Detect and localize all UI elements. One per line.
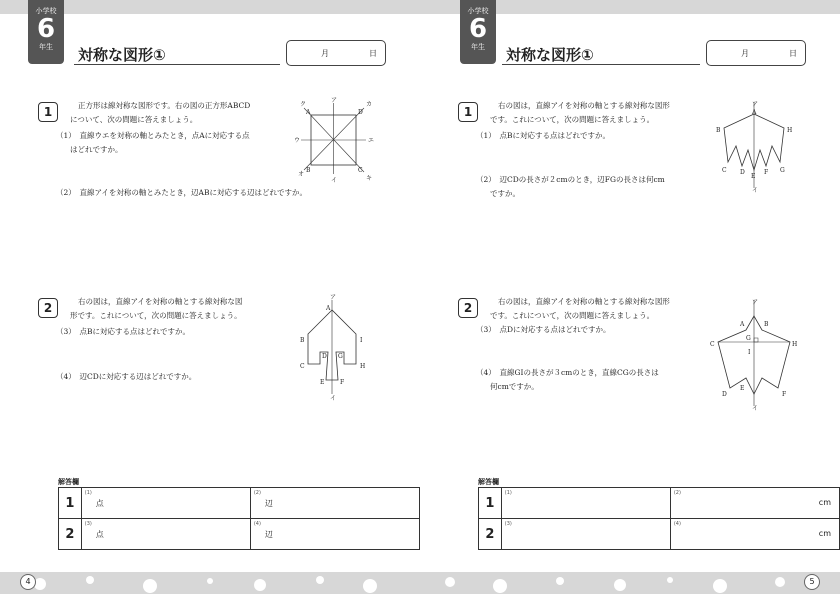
bubble-pattern xyxy=(420,572,840,594)
cell-unit: cm xyxy=(818,498,831,507)
label-o: オ xyxy=(298,171,305,178)
q1-part2-line1: （2） 辺CDの長さが２cmのとき，辺FGの長さは何cm xyxy=(476,175,665,184)
crown-figure-diagram xyxy=(714,100,804,192)
label-i: イ xyxy=(330,395,337,402)
answer-cell-1[interactable] xyxy=(501,488,670,519)
q2-intro-line2: 形です。これについて，次の問題に答えましょう。 xyxy=(70,311,242,320)
answer-cell-4[interactable] xyxy=(250,519,419,550)
cell-unit: cm xyxy=(818,529,831,538)
label-D: D xyxy=(358,109,363,116)
label-F: F xyxy=(782,391,787,398)
answer-row xyxy=(479,519,840,550)
label-I: I xyxy=(360,337,363,344)
label-F: F xyxy=(340,379,345,386)
answer-cell-2[interactable] xyxy=(670,488,839,519)
q2-part4: （4） 辺CDに対応する辺はどれですか。 xyxy=(56,372,197,381)
date-box xyxy=(706,40,806,66)
label-G: G xyxy=(780,167,785,174)
label-a: ア xyxy=(752,299,759,306)
bottom-band xyxy=(420,572,840,594)
q1-intro-line2: です。これについて，次の問題に答えましょう。 xyxy=(490,115,655,124)
label-C: C xyxy=(358,167,363,174)
grade-badge xyxy=(28,0,64,64)
answer-row-number: 2 xyxy=(59,519,82,550)
house-figure-diagram xyxy=(710,296,810,412)
q2-part4-line2: 何cmですか。 xyxy=(490,382,539,391)
label-i: イ xyxy=(331,177,338,184)
question-number-2: 2 xyxy=(458,298,478,318)
label-C: C xyxy=(300,363,305,370)
q1-intro-line1: 正方形は線対称な図形です。右の図の正方形ABCD xyxy=(78,101,251,110)
cell-unit: 辺 xyxy=(264,530,273,539)
cell-unit: 辺 xyxy=(264,499,273,508)
label-G: G xyxy=(338,353,343,360)
answer-cell-3[interactable] xyxy=(81,519,250,550)
arrow-figure-diagram xyxy=(296,294,376,402)
title-underline xyxy=(74,64,280,65)
q2-intro-line2: です。これについて，次の問題に答えましょう。 xyxy=(490,311,655,320)
label-i: イ xyxy=(752,187,759,194)
grade-year-label: 年生 xyxy=(39,43,53,51)
label-B: B xyxy=(764,321,769,328)
label-u: ウ xyxy=(294,137,301,144)
label-a: ア xyxy=(331,97,338,104)
right-page xyxy=(420,0,840,594)
label-E: E xyxy=(751,173,756,180)
page-title: 対称な図形① xyxy=(78,46,166,64)
label-H: H xyxy=(792,341,798,348)
question-number-1: 1 xyxy=(38,102,58,122)
label-E: E xyxy=(740,385,745,392)
label-B: B xyxy=(300,337,305,344)
question-number-2: 2 xyxy=(38,298,58,318)
bubble-pattern xyxy=(0,572,420,594)
cell-unit: 点 xyxy=(95,499,104,508)
q2-intro-line1: 右の図は，直線アイを対称の軸とする線対称な図形 xyxy=(498,297,670,306)
cell-index: (4) xyxy=(673,521,681,527)
q1-part2: （2） 直線アイを対称の軸とみたとき，辺ABに対応する辺はどれですか。 xyxy=(56,188,307,197)
q2-part3: （3） 点Dに対応する点はどれですか。 xyxy=(476,325,611,334)
answer-label: 解答欄 xyxy=(58,478,79,486)
label-H: H xyxy=(360,363,366,370)
grade-school-label: 小学校 xyxy=(35,7,57,15)
label-H: H xyxy=(787,127,793,134)
label-ku: ク xyxy=(300,101,307,108)
label-B: B xyxy=(306,167,311,174)
cell-index: (2) xyxy=(253,490,261,496)
answer-row-number: 1 xyxy=(59,488,82,519)
label-B: B xyxy=(716,127,721,134)
cell-unit: 点 xyxy=(95,530,104,539)
q2-part3: （3） 点Bに対応する点はどれですか。 xyxy=(56,327,191,336)
square-diagram xyxy=(294,97,376,184)
day-label: 日 xyxy=(789,49,797,58)
page-title: 対称な図形① xyxy=(506,46,594,64)
label-A: A xyxy=(306,109,311,116)
label-I: I xyxy=(748,349,751,356)
label-e: エ xyxy=(368,137,375,144)
q1-intro-line1: 右の図は，直線アイを対称の軸とする線対称な図形 xyxy=(498,101,670,110)
label-A: A xyxy=(752,109,757,116)
label-D: D xyxy=(740,169,745,176)
label-i: イ xyxy=(752,405,759,412)
label-C: C xyxy=(710,341,715,348)
answer-cell-2[interactable] xyxy=(250,488,419,519)
grade-school-label: 小学校 xyxy=(467,7,489,15)
page-number: 4 xyxy=(20,574,36,590)
q2-part4-line1: （4） 直線GIの長さが３cmのとき，直線CGの長さは xyxy=(476,368,659,377)
cell-index: (4) xyxy=(253,521,261,527)
answer-cell-4[interactable] xyxy=(670,519,839,550)
q2-intro-line1: 右の図は，直線アイを対称の軸とする線対称な図 xyxy=(78,297,243,306)
question-number-1: 1 xyxy=(458,102,478,122)
label-ki: キ xyxy=(366,175,373,182)
cell-index: (3) xyxy=(504,521,512,527)
answer-label: 解答欄 xyxy=(478,478,499,486)
answer-table xyxy=(478,487,840,550)
q1-part1-line1: （1） 直線ウエを対称の軸とみたとき，点Aに対応する点 xyxy=(56,131,250,140)
grade-number: 6 xyxy=(468,14,488,44)
answer-row xyxy=(479,488,840,519)
answer-row-number: 2 xyxy=(479,519,502,550)
date-box xyxy=(286,40,386,66)
label-G: G xyxy=(746,335,751,342)
answer-row xyxy=(59,519,420,550)
grade-year-label: 年生 xyxy=(471,43,485,51)
cell-index: (1) xyxy=(84,490,92,496)
answer-cell-1[interactable] xyxy=(81,488,250,519)
label-A: A xyxy=(326,305,331,312)
month-label: 月 xyxy=(741,49,749,58)
label-F: F xyxy=(764,169,769,176)
label-a: ア xyxy=(752,101,759,108)
answer-cell-3[interactable] xyxy=(501,519,670,550)
q1-part2-line2: ですか。 xyxy=(490,189,520,198)
month-label: 月 xyxy=(321,49,329,58)
q1-part1-line2: はどれですか。 xyxy=(70,145,123,154)
cell-index: (3) xyxy=(84,521,92,527)
answer-table xyxy=(58,487,420,550)
answer-row xyxy=(59,488,420,519)
label-E: E xyxy=(320,379,325,386)
page-number: 5 xyxy=(804,574,820,590)
label-C: C xyxy=(722,167,727,174)
day-label: 日 xyxy=(369,49,377,58)
label-a: ア xyxy=(330,294,337,301)
answer-row-number: 1 xyxy=(479,488,502,519)
q1-part1: （1） 点Bに対応する点はどれですか。 xyxy=(476,131,611,140)
label-ka: カ xyxy=(366,101,373,108)
grade-number: 6 xyxy=(36,14,56,44)
grade-badge xyxy=(460,0,496,64)
q1-intro-line2: について、次の問題に答えましょう。 xyxy=(70,115,198,124)
cell-index: (2) xyxy=(673,490,681,496)
bottom-band xyxy=(0,572,420,594)
label-A: A xyxy=(740,321,745,328)
label-D: D xyxy=(722,391,727,398)
title-underline xyxy=(502,64,700,65)
label-D: D xyxy=(322,353,327,360)
cell-index: (1) xyxy=(504,490,512,496)
